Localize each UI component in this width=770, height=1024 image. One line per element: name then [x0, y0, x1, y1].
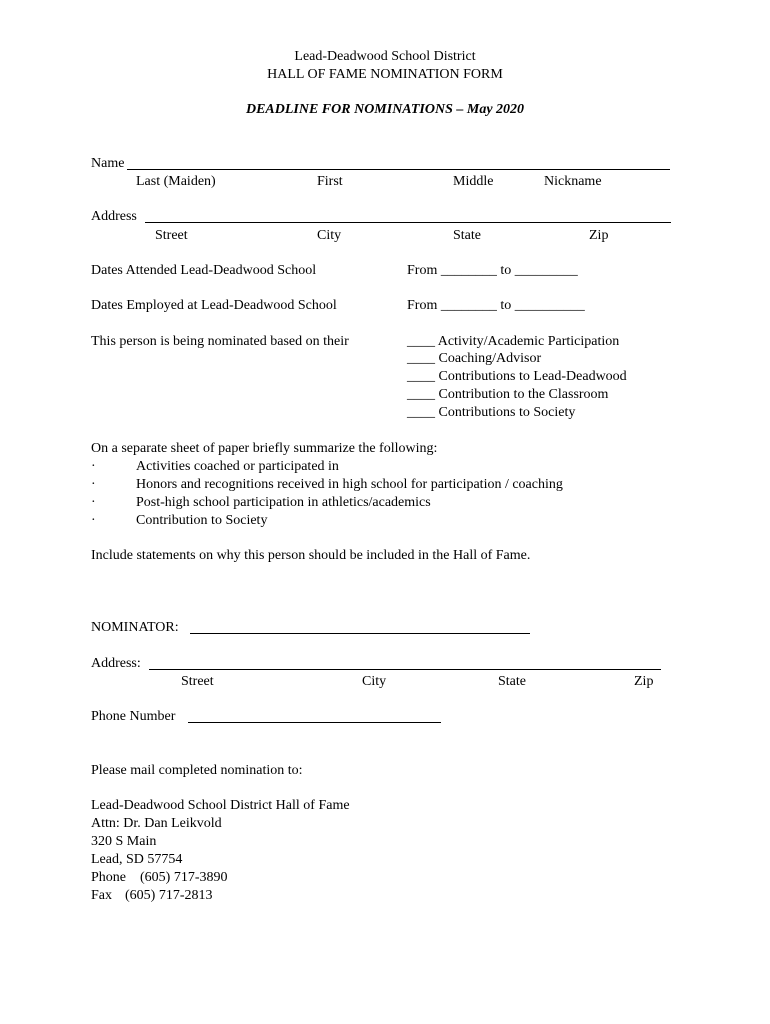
bullet-icon: · [91, 477, 96, 492]
district-name: Lead-Deadwood School District [294, 49, 476, 64]
name-field[interactable] [127, 169, 670, 170]
phone-number-field[interactable] [188, 722, 441, 723]
summary-statement: Include statements on why this person should be included in the Hall of Fame. [91, 548, 531, 563]
nominator-field[interactable] [190, 633, 530, 634]
mail-line: Attn: Dr. Dan Leikvold [91, 816, 222, 831]
mail-phone-label: Phone [91, 870, 126, 885]
name-sub-nickname: Nickname [544, 174, 602, 189]
mail-intro: Please mail completed nomination to: [91, 763, 303, 778]
bullet-icon: · [91, 495, 96, 510]
address-sub-state: State [453, 228, 481, 243]
summary-item: Activities coached or participated in [136, 459, 339, 474]
address-sub-city: City [317, 228, 342, 243]
summary-item: Honors and recognitions received in high school for participation / coaching [136, 477, 563, 492]
mail-line: Lead, SD 57754 [91, 852, 183, 867]
dates-attended-range[interactable]: From ________ to _________ [407, 263, 578, 278]
mail-fax-label: Fax [91, 888, 112, 903]
deadline-text: DEADLINE FOR NOMINATIONS – May 2020 [245, 102, 525, 117]
form-title: HALL OF FAME NOMINATION FORM [267, 67, 503, 82]
address-sub-zip: Zip [589, 228, 609, 243]
dates-attended-label: Dates Attended Lead-Deadwood School [91, 263, 317, 278]
nominator-address-city: City [362, 674, 387, 689]
name-sub-last: Last (Maiden) [136, 174, 216, 189]
bullet-icon: · [91, 459, 96, 474]
name-label: Name [91, 156, 125, 171]
summary-item: Post-high school participation in athletics/academics [136, 495, 431, 510]
nominator-label: NOMINATOR: [91, 620, 179, 635]
category-option[interactable]: ____ Contribution to the Classroom [407, 387, 609, 402]
category-option[interactable]: ____ Contributions to Society [407, 405, 576, 420]
mail-line: 320 S Main [91, 834, 157, 849]
nominator-address-state: State [498, 674, 526, 689]
summary-item: Contribution to Society [136, 513, 268, 528]
name-sub-middle: Middle [453, 174, 494, 189]
dates-employed-range[interactable]: From ________ to __________ [407, 298, 585, 313]
mail-line: Lead-Deadwood School District Hall of Fame [91, 798, 350, 813]
address-sub-street: Street [155, 228, 188, 243]
nominator-address-street: Street [181, 674, 214, 689]
address-label: Address [91, 209, 137, 224]
nominator-address-label: Address: [91, 656, 141, 671]
category-option[interactable]: ____ Contributions to Lead-Deadwood [407, 369, 627, 384]
bullet-icon: · [91, 513, 96, 528]
nominated-based-label: This person is being nominated based on their [91, 334, 349, 349]
dates-employed-label: Dates Employed at Lead-Deadwood School [91, 298, 337, 313]
name-sub-first: First [317, 174, 343, 189]
summary-intro: On a separate sheet of paper briefly summarize the following: [91, 441, 438, 456]
nominator-address-zip: Zip [634, 674, 654, 689]
address-field[interactable] [145, 222, 671, 223]
mail-phone: (605) 717-3890 [140, 870, 228, 885]
mail-fax: (605) 717-2813 [125, 888, 213, 903]
category-option[interactable]: ____ Coaching/Advisor [407, 351, 542, 366]
category-option[interactable]: ____ Activity/Academic Participation [407, 334, 620, 349]
nominator-address-field[interactable] [149, 669, 661, 670]
phone-number-label: Phone Number [91, 709, 176, 724]
